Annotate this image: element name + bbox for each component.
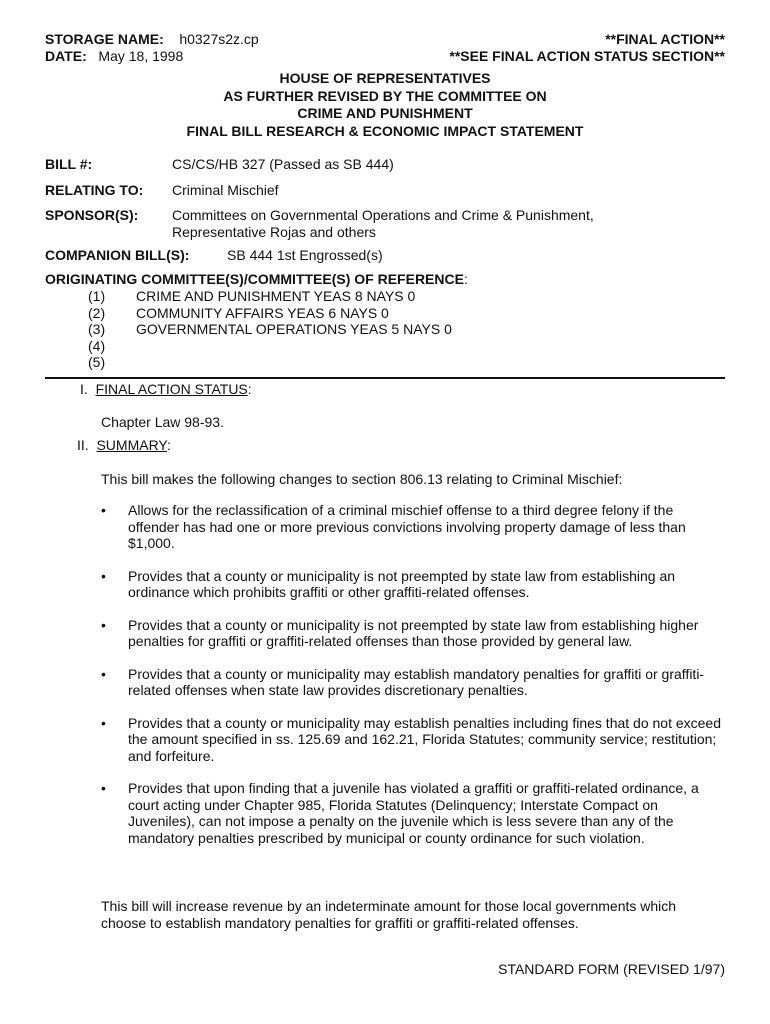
- committee-number: (4): [88, 337, 106, 354]
- list-item: [101, 715, 726, 765]
- committee-item: [88, 288, 452, 305]
- list-item: [101, 666, 726, 699]
- title-line: AS FURTHER REVISED BY THE COMMITTEE ON: [223, 87, 547, 104]
- bullet-icon: •: [101, 567, 106, 584]
- section-final-action-heading: [80, 381, 252, 398]
- relating-label: RELATING TO:: [45, 182, 144, 198]
- bullet-icon: •: [101, 665, 106, 682]
- footer-form-label: STANDARD FORM (REVISED 1/97): [498, 961, 725, 977]
- committee-item: [88, 321, 452, 338]
- sponsor-value: [172, 207, 594, 240]
- list-item: [101, 780, 726, 846]
- section-title: SUMMARY: [96, 437, 167, 453]
- header-right: [449, 31, 725, 65]
- title-line: FINAL BILL RESEARCH & ECONOMIC IMPACT STATEMENT: [186, 122, 584, 139]
- bullet-text: Provides that a county or municipality is not preempted by state law from establishing an ordinance which prohibits graffiti or other graffiti-related offenses.: [128, 567, 676, 600]
- section-summary-heading: [77, 437, 171, 454]
- section-title: FINAL ACTION STATUS: [95, 381, 248, 397]
- committee-item: [88, 354, 452, 371]
- list-item: [101, 617, 726, 650]
- bullet-text: Provides that a county or municipality is not preempted by state law from establishing higher penalties for graffiti or graffiti-related offenses than those provided by general law.: [128, 616, 699, 649]
- committee-number: (5): [88, 354, 106, 370]
- committee-list: [88, 288, 452, 371]
- summary-intro: This bill makes the following changes to section 806.13 relating to Criminal Mischief:: [101, 471, 623, 487]
- originating-label: ORIGINATING COMMITTEE(S)/COMMITTEE(S) OF REFERENCE: [45, 271, 464, 287]
- bill-label: BILL #:: [45, 156, 93, 172]
- bullet-icon: •: [101, 714, 106, 731]
- committee-number: (1): [88, 288, 106, 304]
- committee-text: COMMUNITY AFFAIRS YEAS 6 NAYS 0: [136, 304, 389, 321]
- section-colon: :: [167, 437, 171, 453]
- relating-value: Criminal Mischief: [172, 182, 279, 198]
- date-value: May 18, 1998: [98, 48, 184, 64]
- header-left: [45, 31, 259, 65]
- committee-number: (3): [88, 321, 106, 337]
- chapter-law-text: Chapter Law 98-93.: [101, 414, 224, 430]
- committee-text: GOVERNMENTAL OPERATIONS YEAS 5 NAYS 0: [136, 321, 452, 337]
- bullet-text: Provides that upon finding that a juvenile has violated a graffiti or graffiti-related ordinance, a court acting under Chapter 985, Florida Statutes (Delinquency; Interstate Compact on Juveniles), can not impose a penalty on the juvenile which is less severe than any of the mandatory penalties prescribed by municipal or county ordinance for such violation.: [128, 780, 699, 846]
- companion-label: COMPANION BILL(S):: [45, 247, 190, 263]
- bullet-icon: •: [101, 502, 106, 518]
- sponsor-line: Committees on Governmental Operations and Crime & Punishment,: [172, 207, 594, 223]
- originating-colon: :: [463, 271, 468, 287]
- document-title: [0, 70, 770, 140]
- committee-text: CRIME AND PUNISHMENT YEAS 8 NAYS 0: [136, 288, 416, 304]
- see-status-text: **SEE FINAL ACTION STATUS SECTION**: [449, 48, 725, 64]
- title-line: CRIME AND PUNISHMENT: [297, 105, 473, 121]
- committee-item: [88, 338, 452, 355]
- originating-heading: [45, 271, 468, 287]
- horizontal-rule: [45, 377, 725, 379]
- list-item: [101, 502, 726, 552]
- companion-value: SB 444 1st Engrossed(s): [227, 247, 383, 263]
- storage-name-value: h0327s2z.cp: [179, 31, 259, 47]
- section-number: II.: [77, 437, 89, 453]
- bullet-icon: •: [101, 616, 106, 633]
- bullet-text: Allows for the reclassification of a criminal mischief offense to a third degree felony if the offender has had one or more previous convictions involving property damage of less than $1,000.: [128, 502, 686, 551]
- date-label: DATE:: [45, 48, 87, 64]
- summary-bullet-list: [101, 502, 726, 846]
- committee-number: (2): [88, 304, 106, 321]
- bullet-icon: •: [101, 780, 106, 796]
- section-colon: :: [247, 381, 252, 397]
- list-item: [101, 568, 726, 601]
- title-line: HOUSE OF REPRESENTATIVES: [279, 70, 491, 86]
- bullet-text: Provides that a county or municipality may establish penalties including fines that do not exceed the amount specified in ss. 125.69 and 162.21, Florida Statutes; community service; restitution; and forfeiture.: [128, 714, 722, 764]
- sponsor-line: Representative Rojas and others: [172, 223, 376, 240]
- closing-paragraph: This bill will increase revenue by an indeterminate amount for those local governments which choose to establish mandatory penalties for graffiti or graffiti-related offenses.: [101, 898, 677, 931]
- committee-item: [88, 305, 452, 322]
- bill-value: CS/CS/HB 327 (Passed as SB 444): [172, 156, 394, 172]
- storage-name-label: STORAGE NAME:: [45, 31, 164, 47]
- bullet-text: Provides that a county or municipality may establish mandatory penalties for graffiti or graffiti-related offenses when state law provides discretionary penalties.: [128, 665, 705, 698]
- section-number: I.: [80, 381, 88, 397]
- final-action-text: **FINAL ACTION**: [605, 31, 725, 47]
- sponsor-label: SPONSOR(S):: [45, 207, 139, 223]
